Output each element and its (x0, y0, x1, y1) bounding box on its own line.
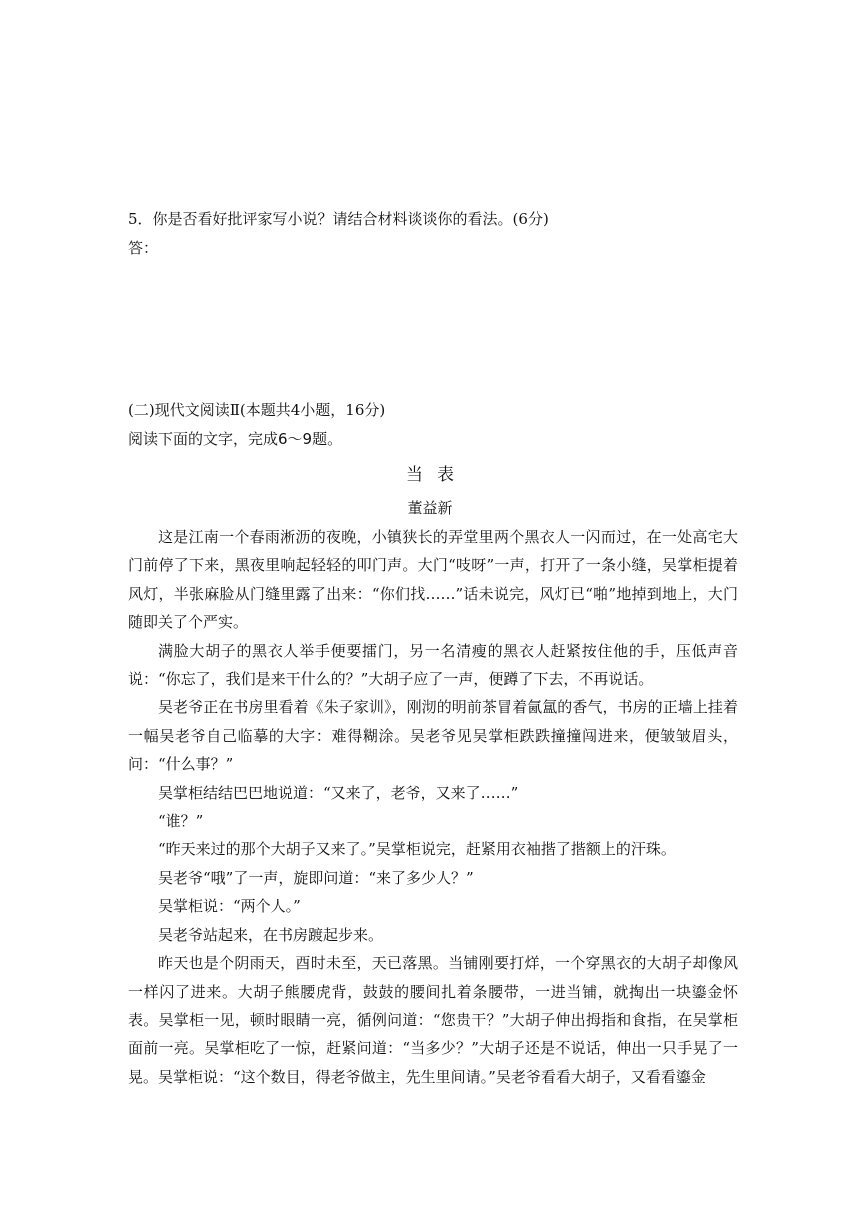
story-paragraph: 吴老爷站起来，在书房踱起步来。 (158, 925, 384, 944)
story-title: 当表 (406, 465, 468, 485)
story-author: 董益新 (407, 499, 453, 517)
story-paragraph: 吴老爷“哦”了一声，旋即问道：“来了多少人？” (158, 868, 474, 887)
story-paragraph: 吴老爷正在书房里看着《朱子家训》，刚沏的明前茶冒着氤氲的香气，书房的正墙上挂着一幅吴老爷自己临摹的大字：难得糊涂。吴老爷见吴掌柜跌跌撞撞闯进来，便皱皱眉头，问：“什么事？” (128, 698, 738, 774)
story-paragraph: 吴掌柜说：“两个人。” (158, 897, 301, 916)
story-body (128, 523, 738, 1091)
question-5: 5．你是否看好批评家写小说？请结合材料谈谈你的看法。(6分) (128, 210, 549, 228)
story-paragraph: 昨天也是个阴雨天，酉时未至，天已落黑。当铺刚要打烊，一个穿黑衣的大胡子却像风一样闪了进来。大胡子熊腰虎背，鼓鼓的腰间扎着条腰带，一进当铺，就掏出一块鎏金怀表。吴掌柜一见，顿时眼睛一亮，循例问道：“您贵干？”大胡子伸出拇指和食指，在吴掌柜面前一亮。吴掌柜吃了一惊，赶紧问道：“当多少？”大胡子还是不说话，伸出一只手晃了一晃。吴掌柜说：“这个数目，得老爷做主，先生里间请。”吴老爷看看大胡子，又看看鎏金 (128, 954, 738, 1086)
reading-instruction: 阅读下面的文字，完成6～9题。 (128, 430, 343, 448)
answer-label: 答： (128, 239, 159, 257)
section-header: (二)现代文阅读Ⅱ(本题共4小题，16分) (128, 401, 386, 419)
story-paragraph: “昨天来过的那个大胡子又来了。”吴掌柜说完，赶紧用衣袖揩了揩额上的汗珠。 (158, 840, 676, 859)
story-paragraph: 这是江南一个春雨淅沥的夜晚，小镇狭长的弄堂里两个黑衣人一闪而过，在一处高宅大门前停了下来，黑夜里响起轻轻的叩门声。大门“吱呀”一声，打开了一条小缝，吴掌柜提着风灯，半张麻脸从门缝里露了出来：“你们找……”话未说完，风灯已“啪”地掉到地上，大门随即关了个严实。 (128, 528, 738, 632)
story-paragraph: 满脸大胡子的黑衣人举手便要擂门，另一名清瘦的黑衣人赶紧按住他的手，压低声音说：“你忘了，我们是来干什么的？”大胡子应了一声，便蹲了下去，不再说话。 (128, 641, 738, 689)
story-paragraph: “谁？” (158, 812, 204, 831)
story-paragraph: 吴掌柜结结巴巴地说道：“又来了，老爷，又来了……” (158, 783, 519, 802)
